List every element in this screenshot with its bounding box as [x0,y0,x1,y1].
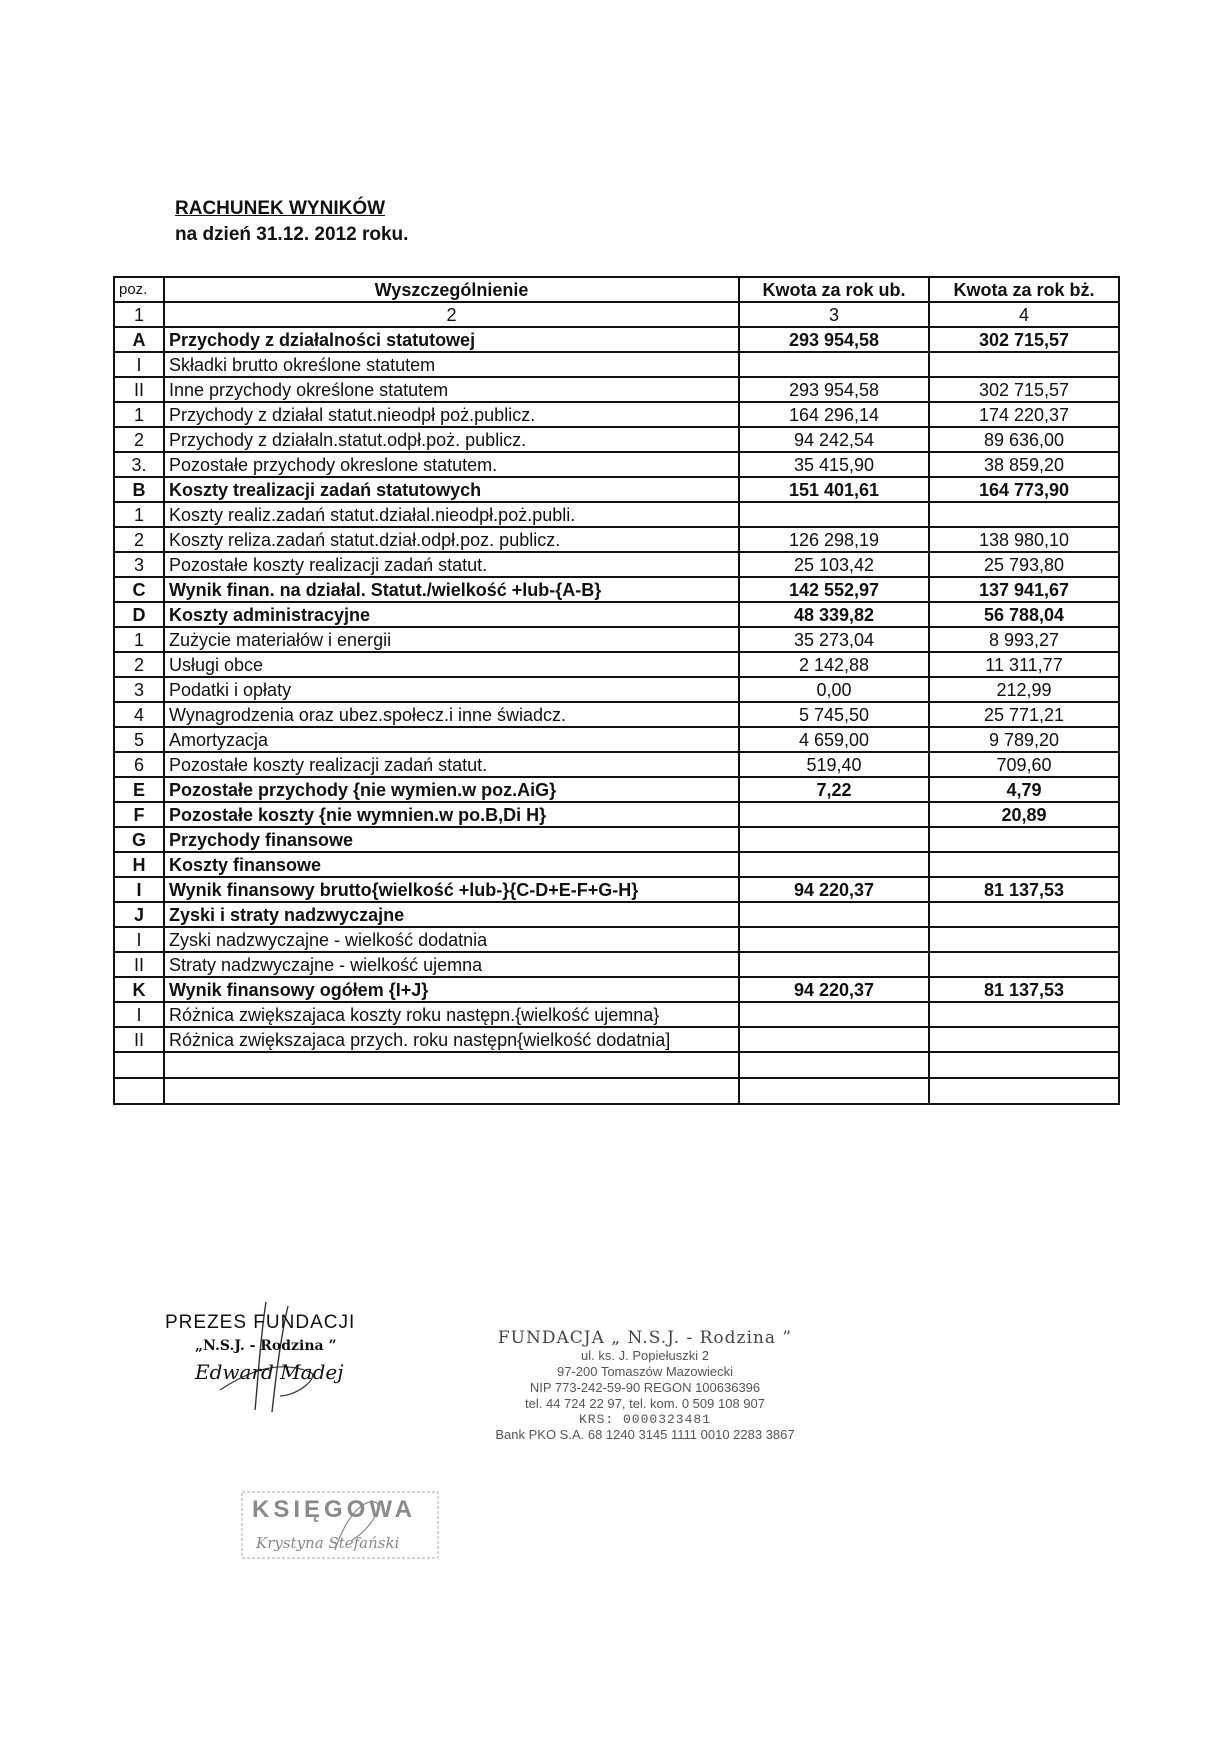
stamp-bank: Bank PKO S.A. 68 1240 3145 1111 0010 2283 3867 [495,1427,795,1442]
row-prev-year-amount: 151 401,61 [739,477,929,502]
row-prev-year-amount: 0,00 [739,677,929,702]
row-description: Usługi obce [164,652,739,677]
row-curr-year-amount [929,827,1119,852]
row-description: Zyski i straty nadzwyczajne [164,902,739,927]
row-prev-year-amount [739,802,929,827]
table-row [114,477,1119,502]
row-description: Przychody finansowe [164,827,739,852]
row-position: I [114,352,164,377]
table-header-row [114,277,1119,302]
table-row [114,1027,1119,1052]
row-description [164,1078,739,1104]
row-curr-year-amount [929,352,1119,377]
table-row [114,952,1119,977]
row-curr-year-amount: 4,79 [929,777,1119,802]
row-position: K [114,977,164,1002]
row-curr-year-amount [929,927,1119,952]
row-prev-year-amount: 94 220,37 [739,977,929,1002]
row-description: Zyski nadzwyczajne - wielkość dodatnia [164,927,739,952]
row-description: Koszty reliza.zadań statut.dział.odpł.poz. publicz. [164,527,739,552]
row-description: Inne przychody określone statutem [164,377,739,402]
row-description: Podatki i opłaty [164,677,739,702]
column-number-row [114,302,1119,327]
table-row [114,352,1119,377]
row-description: Przychody z działalności statutowej [164,327,739,352]
row-curr-year-amount: 81 137,53 [929,977,1119,1002]
column-number: 3 [739,302,929,327]
row-curr-year-amount: 81 137,53 [929,877,1119,902]
row-curr-year-amount: 56 788,04 [929,602,1119,627]
row-description: Pozostałe przychody {nie wymien.w poz.AiG} [164,777,739,802]
table-row [114,777,1119,802]
column-number: 4 [929,302,1119,327]
row-position [114,1078,164,1104]
table-row [114,677,1119,702]
row-description: Wynagrodzenia oraz ubez.społecz.i inne świadcz. [164,702,739,727]
row-prev-year-amount: 4 659,00 [739,727,929,752]
table-row [114,627,1119,652]
row-position: 3. [114,452,164,477]
accountant-label: KSIĘGOWA [252,1496,417,1523]
row-position: II [114,1027,164,1052]
row-description: Różnica zwiększajaca koszty roku następn.{wielkość ujemna} [164,1002,739,1027]
header-poz: poz. [114,277,164,302]
president-signature [160,1300,420,1420]
table-row [114,752,1119,777]
table-row [114,1052,1119,1078]
row-curr-year-amount [929,502,1119,527]
row-position: D [114,602,164,627]
table-row [114,702,1119,727]
row-curr-year-amount: 164 773,90 [929,477,1119,502]
row-prev-year-amount: 293 954,58 [739,377,929,402]
row-description: Koszty realiz.zadań statut.działal.nieodpł.poż.publi. [164,502,739,527]
row-description: Amortyzacja [164,727,739,752]
row-position: 1 [114,502,164,527]
row-description: Koszty administracyjne [164,602,739,627]
row-prev-year-amount [739,852,929,877]
row-prev-year-amount: 2 142,88 [739,652,929,677]
row-description: Pozostałe koszty {nie wymnien.w po.B,Di H} [164,802,739,827]
row-description: Pozostałe przychody okreslone statutem. [164,452,739,477]
foundation-stamp [465,1328,825,1443]
stamp-city: 97-200 Tomaszów Mazowiecki [556,1364,734,1379]
table-row [114,727,1119,752]
row-curr-year-amount: 302 715,57 [929,327,1119,352]
row-prev-year-amount: 164 296,14 [739,402,929,427]
row-description: Koszty trealizacji zadań statutowych [164,477,739,502]
row-curr-year-amount [929,902,1119,927]
row-description: Wynik finansowy ogółem {I+J} [164,977,739,1002]
row-description: Zużycie materiałów i energii [164,627,739,652]
row-description: Przychody z działaln.statut.odpł.poż. publicz. [164,427,739,452]
row-position: A [114,327,164,352]
row-description: Wynik finan. na działal. Statut./wielkość +lub-{A-B} [164,577,739,602]
table-row [114,977,1119,1002]
row-prev-year-amount: 293 954,58 [739,327,929,352]
document-title-block [175,197,408,247]
row-curr-year-amount: 137 941,67 [929,577,1119,602]
table-row [114,802,1119,827]
row-prev-year-amount [739,1078,929,1104]
row-curr-year-amount: 174 220,37 [929,402,1119,427]
table-row [114,577,1119,602]
row-position: C [114,577,164,602]
row-prev-year-amount: 35 273,04 [739,627,929,652]
stamp-krs: KRS: 0000323481 [578,1412,712,1427]
row-prev-year-amount: 25 103,42 [739,552,929,577]
table-row [114,327,1119,352]
row-position: 2 [114,427,164,452]
row-prev-year-amount [739,1052,929,1078]
row-description: Straty nadzwyczajne - wielkość ujemna [164,952,739,977]
row-curr-year-amount [929,852,1119,877]
row-description: Pozostałe koszty realizacji zadań statut. [164,752,739,777]
row-position: 2 [114,527,164,552]
row-prev-year-amount [739,902,929,927]
table-row [114,877,1119,902]
signature-title: PREZES FUNDACJI [165,1312,356,1333]
header-prev-year: Kwota za rok ub. [739,277,929,302]
table-row [114,502,1119,527]
document-title: RACHUNEK WYNIKÓW [175,198,386,219]
table-row [114,602,1119,627]
row-position: 3 [114,677,164,702]
table-row [114,1078,1119,1104]
table-row [114,552,1119,577]
column-number: 1 [114,302,164,327]
row-curr-year-amount: 212,99 [929,677,1119,702]
stamp-ids: NIP 773-242-59-90 REGON 100636396 [529,1380,761,1395]
stamp-address: ul. ks. J. Popiełuszki 2 [581,1348,709,1363]
row-curr-year-amount [929,1078,1119,1104]
row-position: H [114,852,164,877]
row-position [114,1052,164,1078]
row-position: I [114,927,164,952]
row-curr-year-amount: 89 636,00 [929,427,1119,452]
table-row [114,927,1119,952]
row-curr-year-amount: 138 980,10 [929,527,1119,552]
row-description: Wynik finansowy brutto{wielkość +lub-}{C-D+E-F+G-H} [164,877,739,902]
row-prev-year-amount [739,952,929,977]
row-description: Pozostałe koszty realizacji zadań statut. [164,552,739,577]
row-prev-year-amount: 48 339,82 [739,602,929,627]
stamp-title: FUNDACJA „ N.S.J. - Rodzina ” [497,1328,793,1348]
row-position: 1 [114,627,164,652]
row-prev-year-amount: 35 415,90 [739,452,929,477]
table-row [114,852,1119,877]
table-row [114,1002,1119,1027]
row-prev-year-amount: 126 298,19 [739,527,929,552]
table-row [114,827,1119,852]
row-description: Składki brutto określone statutem [164,352,739,377]
document-date: na dzień 31.12. 2012 roku. [175,224,409,245]
accountant-stamp [240,1490,440,1560]
row-prev-year-amount: 142 552,97 [739,577,929,602]
row-position: 3 [114,552,164,577]
signature-org: „N.S.J. - Rodzina ” [195,1338,337,1354]
row-position: 5 [114,727,164,752]
row-description [164,1052,739,1078]
row-position: B [114,477,164,502]
row-curr-year-amount: 20,89 [929,802,1119,827]
row-prev-year-amount [739,352,929,377]
row-position: 2 [114,652,164,677]
row-position: 6 [114,752,164,777]
table-row [114,452,1119,477]
row-prev-year-amount [739,1027,929,1052]
row-curr-year-amount: 25 771,21 [929,702,1119,727]
row-position: 4 [114,702,164,727]
row-position: F [114,802,164,827]
signature-name: Edward Madej [195,1360,344,1384]
table-row [114,427,1119,452]
table-row [114,402,1119,427]
financial-results-table [113,276,1120,1105]
accountant-name: Krystyna Stefański [256,1534,400,1552]
row-prev-year-amount [739,1002,929,1027]
row-position: 1 [114,402,164,427]
row-position: II [114,952,164,977]
row-prev-year-amount [739,502,929,527]
row-position: II [114,377,164,402]
row-curr-year-amount: 9 789,20 [929,727,1119,752]
row-curr-year-amount: 11 311,77 [929,652,1119,677]
row-description: Różnica zwiększajaca przych. roku następn{wielkość dodatnia] [164,1027,739,1052]
row-curr-year-amount: 8 993,27 [929,627,1119,652]
row-prev-year-amount [739,827,929,852]
stamp-phones: tel. 44 724 22 97, tel. kom. 0 509 108 907 [525,1396,765,1411]
row-description: Przychody z działal statut.nieodpł poż.publicz. [164,402,739,427]
row-prev-year-amount [739,927,929,952]
table-row [114,652,1119,677]
row-curr-year-amount [929,1002,1119,1027]
table-row [114,377,1119,402]
row-position: I [114,1002,164,1027]
header-description: Wyszczególnienie [164,277,739,302]
row-curr-year-amount: 25 793,80 [929,552,1119,577]
row-curr-year-amount [929,952,1119,977]
row-description: Koszty finansowe [164,852,739,877]
row-prev-year-amount: 5 745,50 [739,702,929,727]
row-prev-year-amount: 7,22 [739,777,929,802]
row-curr-year-amount [929,1027,1119,1052]
column-number: 2 [164,302,739,327]
table-row [114,902,1119,927]
row-prev-year-amount: 519,40 [739,752,929,777]
row-position: I [114,877,164,902]
row-curr-year-amount [929,1052,1119,1078]
row-curr-year-amount: 709,60 [929,752,1119,777]
row-curr-year-amount: 38 859,20 [929,452,1119,477]
row-position: E [114,777,164,802]
row-prev-year-amount: 94 220,37 [739,877,929,902]
table-row [114,527,1119,552]
header-curr-year: Kwota za rok bż. [929,277,1119,302]
row-position: J [114,902,164,927]
row-position: G [114,827,164,852]
row-prev-year-amount: 94 242,54 [739,427,929,452]
row-curr-year-amount: 302 715,57 [929,377,1119,402]
